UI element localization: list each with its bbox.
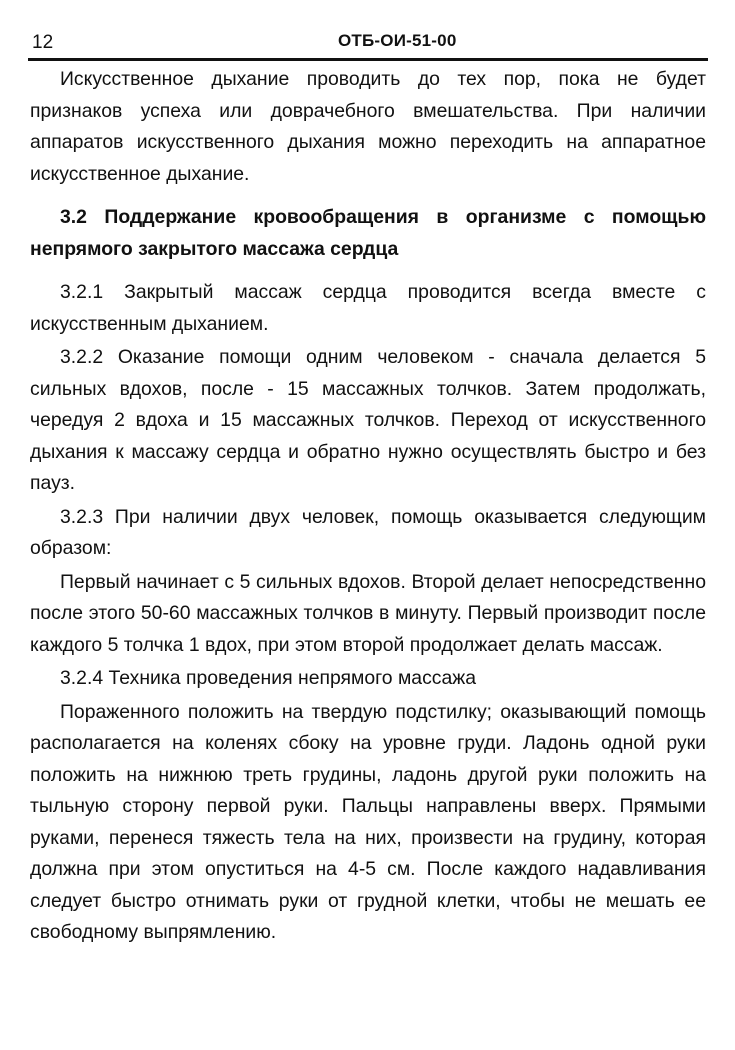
- spacer: [30, 265, 706, 277]
- page-header: [30, 26, 708, 56]
- section-heading-3-2: 3.2 Поддержание кровообращения в организме с помощью непрямого закрытого массажа сердца: [30, 206, 706, 260]
- paragraph-3-2-4: 3.2.4 Техника проведения непрямого массажа: [60, 667, 477, 689]
- paragraph-massage-technique: Пораженного положить на твердую подстилку; оказывающий помощь располагается на коленях сбоку на уровне груди. Ладонь одной руки положить на нижнюю треть грудины, ладонь другой руки положить на тыльную сторону первой руки. Пальцы направлены вверх. Прямыми руками, перенеся тяжесть тела на них, произвести на грудину, которая должна при этом опуститься на 4-5 см. После каждого надавливания следует быстро отнимать руки от грудной клетки, чтобы не мешать ее свободному выпрямлению.: [30, 700, 706, 943]
- page-number: 12: [32, 32, 54, 53]
- paragraph-two-persons: Первый начинает с 5 сильных вдохов. Второй делает непосредственно после этого 50-60 массажных толчков в минуту. Первый производит после каждого 5 толчка 1 вдох, при этом второй продолжает делать массаж.: [30, 570, 706, 656]
- spacer: [30, 190, 706, 202]
- header-divider: [28, 58, 708, 61]
- paragraph-3-2-1: 3.2.1 Закрытый массаж сердца проводится всегда вместе с искусственным дыханием.: [30, 281, 706, 335]
- paragraph-3-2-3: 3.2.3 При наличии двух человек, помощь оказывается следующим образом:: [30, 505, 706, 559]
- paragraph-3-2-2: 3.2.2 Оказание помощи одним человеком - сначала делается 5 сильных вдохов, после - 15 массажных толчков. Затем продолжать, чередуя 2 вдоха и 15 массажных толчков. Переход от искусственного дыхания к массажу сердца и обратно нужно осуществлять быстро и без пауз.: [30, 346, 706, 494]
- page-content: [30, 64, 706, 949]
- document-code: ОТБ-ОИ-51-00: [338, 31, 457, 50]
- paragraph-artificial-respiration: Искусственное дыхание проводить до тех пор, пока не будет признаков успеха или доврачебного вмешательства. При наличии аппаратов искусственного дыхания можно переходить на аппаратное искусственное дыхание.: [30, 68, 706, 185]
